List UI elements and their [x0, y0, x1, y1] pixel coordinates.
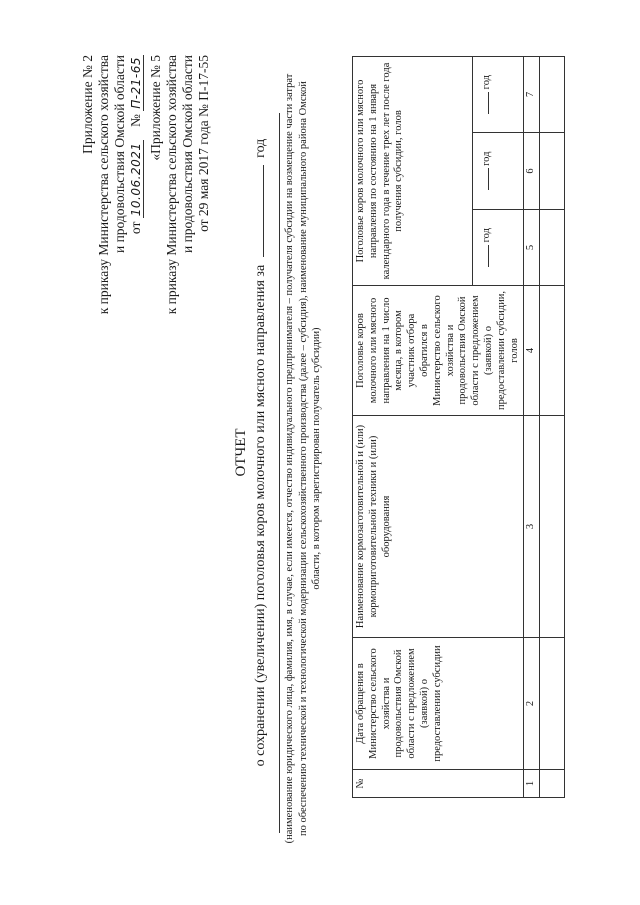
amendment-header: [148, 55, 212, 314]
header-herd-three-years: Поголовье коров молочного или мясного направления по состоянию на 1 января календарного года в течение трех лет после года получения субсидии, голов: [353, 56, 473, 285]
column-number: 5: [524, 210, 540, 286]
table-header-row: [353, 56, 473, 797]
subtitle-start: о сохранении (увеличении) поголовья коров молочного или мясного направления за: [253, 264, 268, 767]
table-cell: [540, 133, 565, 210]
subtitle-end: год: [253, 138, 268, 158]
column-number: 7: [524, 56, 540, 132]
year-blank: [488, 168, 489, 190]
header-equipment-name: Наименование кормозаготовительной и (или) кормоприготовительной техники и (или) оборудования: [353, 416, 524, 638]
column-number: 3: [524, 416, 540, 638]
year-cell: год: [473, 56, 524, 132]
table-cell: [540, 210, 565, 286]
recipient-line: [279, 113, 280, 833]
year-blank: [263, 165, 264, 257]
table-cell: [540, 770, 565, 798]
appendix-line-3: и продовольствия Омской области: [112, 55, 127, 254]
header-herd-on-application: Поголовье коров молочного или мясного направления на 1 число месяца, в котором участник отбора обратился в Министерство сельского хозяйства и продовольствия Омской области с предложением (заявкой) о предоставлении субсидии, голов: [353, 286, 524, 416]
header-number: №: [353, 770, 524, 798]
amendment-line-3: и продовольствия Омской области: [180, 55, 195, 254]
report-title: ОТЧЕТ: [233, 428, 249, 477]
appendix-line-1: Приложение № 2: [80, 55, 95, 154]
appendix-date-line: [128, 55, 144, 314]
appendix-header: [80, 55, 144, 314]
number-prefix: №: [128, 114, 143, 127]
handwritten-date: 10.06.2021: [129, 142, 143, 217]
year-cell: год: [473, 133, 524, 210]
amendment-line-4: от 29 мая 2017 года № П-17-55: [196, 55, 211, 232]
column-number-row: [524, 56, 540, 797]
table-cell: [540, 286, 565, 416]
table-cell: [540, 56, 565, 132]
column-number: 1: [524, 770, 540, 798]
header-application-date: Дата обращения в Министерство сельского хозяйства и продовольствия Омской области с предложением (заявкой) о предоставлении субсидии: [353, 638, 524, 770]
report-table: [352, 56, 565, 798]
year-cell: год: [473, 210, 524, 286]
appendix-line-2: к приказу Министерства сельского хозяйства: [96, 55, 111, 315]
year-blank: [488, 245, 489, 267]
column-number: 2: [524, 638, 540, 770]
year-blank: [488, 92, 489, 114]
report-title-block: [232, 60, 269, 845]
report-subtitle: [252, 60, 269, 845]
amendment-line-1: «Приложение № 5: [148, 55, 163, 161]
table-row: [540, 56, 565, 797]
date-prefix: от: [128, 221, 143, 235]
amendment-line-2: к приказу Министерства сельского хозяйства: [164, 55, 179, 315]
column-number: 6: [524, 133, 540, 210]
recipient-note: (наименование юридического лица, фамилия, имя, в случае, если имеется, отчество индивидуального предпринимателя – получателя субсидии на возмещение части затрат по обеспечению технической и технологической модернизации сельскохозяйственного производства (далее – субсидия), наименование муниципального района Омской области, в котором зарегистрирован получатель субсидии): [284, 73, 322, 844]
column-number: 4: [524, 286, 540, 416]
handwritten-number: П-21-65: [129, 57, 143, 109]
table-cell: [540, 416, 565, 638]
table-cell: [540, 638, 565, 770]
